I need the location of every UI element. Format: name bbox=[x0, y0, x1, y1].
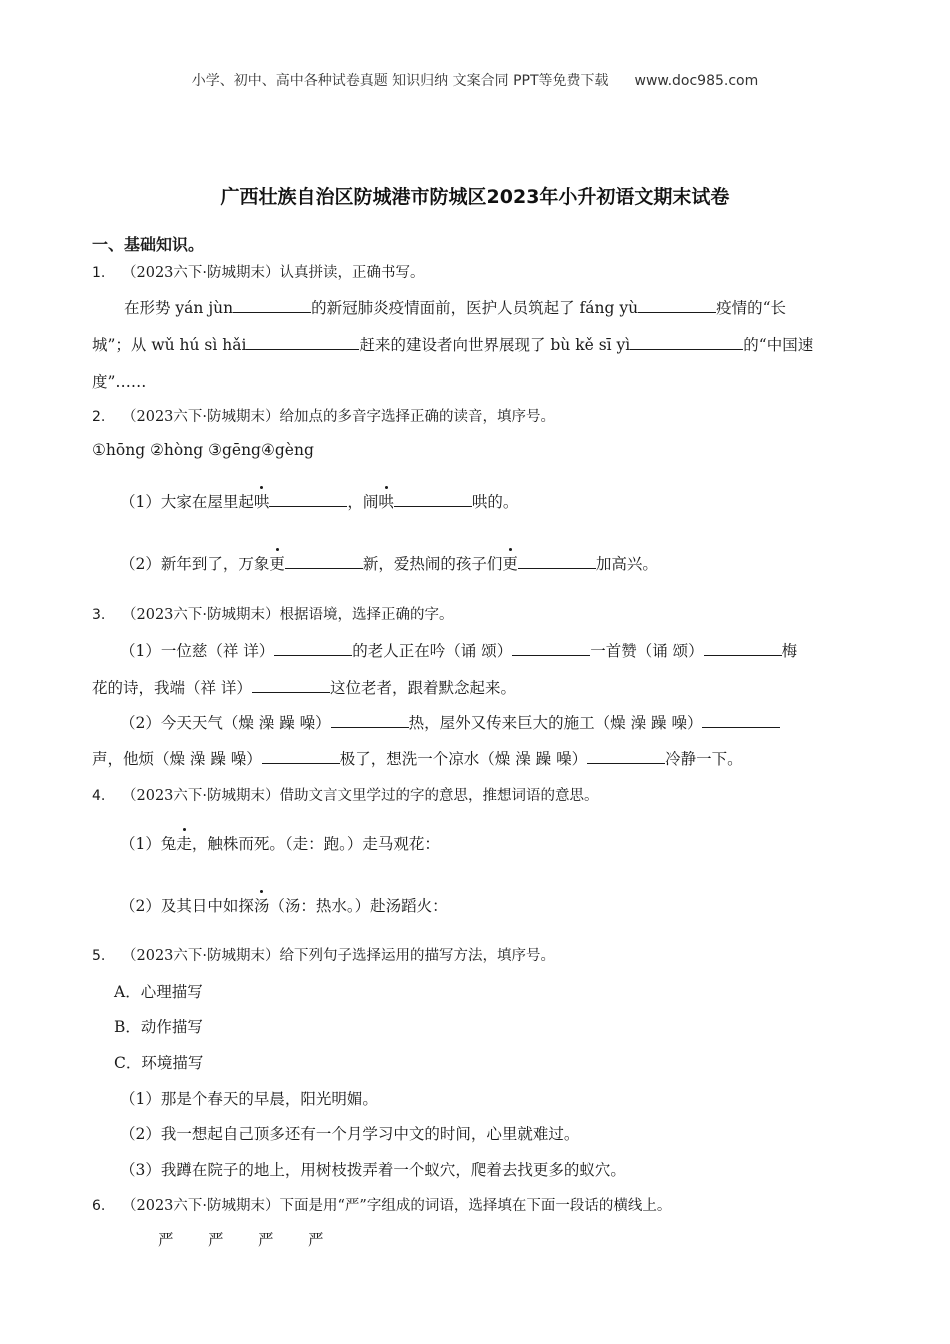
answer-blank[interactable] bbox=[246, 334, 359, 350]
question-4-sentence-2: （2）及其日中如探汤（汤：热水。）赴汤蹈火： bbox=[120, 894, 448, 916]
answer-blank[interactable] bbox=[702, 712, 780, 728]
dotted-character: 汤 bbox=[254, 894, 270, 916]
dotted-character: 走 bbox=[176, 832, 192, 854]
answer-blank[interactable] bbox=[269, 491, 347, 507]
answer-blank[interactable] bbox=[630, 334, 743, 350]
question-5-sentence-2: （2）我一想起自己顶多还有一个月学习中文的时间，心里就难过。 bbox=[120, 1125, 580, 1143]
question-2-stem: 2. （2023六下·防城期末）给加点的多音字选择正确的读音，填序号。 bbox=[92, 409, 556, 425]
question-1-stem: 1. （2023六下·防城期末）认真拼读，正确书写。 bbox=[92, 265, 425, 281]
answer-blank[interactable] bbox=[587, 748, 665, 764]
question-2-sentence-2: （2）新年到了，万象更 新，爱热闹的孩子们更 加高兴。 bbox=[120, 552, 658, 574]
question-5-stem: 5. （2023六下·防城期末）给下列句子选择运用的描写方法，填序号。 bbox=[92, 948, 556, 964]
question-3-p1-line-2: 花的诗，我端（祥 详） 这位老者，跟着默念起来。 bbox=[92, 679, 516, 697]
question-6-word-list bbox=[158, 1228, 358, 1250]
answer-blank[interactable] bbox=[233, 297, 311, 313]
question-number: 4. bbox=[92, 788, 106, 804]
answer-blank[interactable] bbox=[704, 640, 782, 656]
question-4-sentence-1: （1）兔走，触株而死。（走：跑。）走马观花： bbox=[120, 832, 440, 854]
option-b: B．动作描写 bbox=[114, 1018, 203, 1036]
exam-title: 广西壮族自治区防城港市防城区2023年小升初语文期末试卷 bbox=[220, 186, 730, 208]
question-number: 5. bbox=[92, 948, 106, 964]
section-heading: 一、基础知识。 bbox=[92, 235, 205, 254]
word-item: 严 bbox=[308, 1231, 324, 1249]
dotted-character: 哄 bbox=[378, 490, 394, 512]
question-2-sentence-1: （1）大家在屋里起哄 ，闹哄 哄的。 bbox=[120, 490, 518, 512]
question-number: 1. bbox=[92, 265, 106, 281]
word-item: 严 bbox=[158, 1231, 174, 1249]
dotted-character: 更 bbox=[269, 552, 285, 574]
dotted-character: 更 bbox=[502, 552, 518, 574]
question-3-stem: 3. （2023六下·防城期末）根据语境，选择正确的字。 bbox=[92, 607, 454, 623]
question-5-sentence-3: （3）我蹲在院子的地上，用树枝拨弄着一个蚁穴，爬着去找更多的蚁穴。 bbox=[120, 1161, 626, 1179]
word-item: 严 bbox=[208, 1231, 224, 1249]
answer-blank[interactable] bbox=[518, 553, 596, 569]
dotted-character: 哄 bbox=[254, 490, 270, 512]
question-1-line-1: 在形势 yán jùn 的新冠肺炎疫情面前，医护人员筑起了 fáng yù 疫情的“长 bbox=[124, 299, 787, 317]
answer-blank[interactable] bbox=[394, 491, 472, 507]
option-c: C．环境描写 bbox=[114, 1054, 204, 1072]
answer-blank[interactable] bbox=[638, 297, 716, 313]
question-6-stem: 6. （2023六下·防城期末）下面是用“严”字组成的词语，选择填在下面一段话的横线上。 bbox=[92, 1198, 672, 1214]
answer-blank[interactable] bbox=[512, 640, 590, 656]
question-3-p2-line-1: （2）今天天气（燥 澡 躁 噪） 热，屋外又传来巨大的施工（燥 澡 躁 噪） bbox=[120, 711, 780, 733]
question-2-options: ①hōng ②hòng ③gēng④gèng bbox=[92, 441, 314, 459]
question-3-p1-line-1: （1）一位慈（祥 详） 的老人正在吟（诵 颂） 一首赞（诵 颂） 梅 bbox=[120, 642, 798, 660]
page-header bbox=[0, 70, 950, 90]
answer-blank[interactable] bbox=[252, 677, 330, 693]
header-text: 小学、初中、高中各种试卷真题 知识归纳 文案合同 PPT等免费下载 bbox=[191, 73, 609, 89]
question-1-line-3: 度”…… bbox=[92, 373, 147, 391]
header-site: www.doc985.com bbox=[634, 73, 759, 89]
answer-blank[interactable] bbox=[274, 640, 352, 656]
question-1-line-2: 城”；从 wǔ hú sì hǎi 赶来的建设者向世界展现了 bù kě sī yì 的“中国速 bbox=[92, 336, 814, 354]
question-number: 3. bbox=[92, 607, 106, 623]
question-5-sentence-1: （1）那是个春天的早晨，阳光明媚。 bbox=[120, 1090, 378, 1108]
question-3-p2-line-2: 声，他烦（燥 澡 躁 噪） 极了，想洗一个凉水（燥 澡 躁 噪） 冷静一下。 bbox=[92, 750, 743, 768]
answer-blank[interactable] bbox=[262, 748, 340, 764]
word-item: 严 bbox=[258, 1231, 274, 1249]
question-number: 2. bbox=[92, 409, 106, 425]
option-a: A．心理描写 bbox=[114, 983, 203, 1001]
answer-blank[interactable] bbox=[285, 553, 363, 569]
question-4-stem: 4. （2023六下·防城期末）借助文言文里学过的字的意思，推想词语的意思。 bbox=[92, 788, 599, 804]
answer-blank[interactable] bbox=[331, 712, 409, 728]
question-number: 6. bbox=[92, 1198, 106, 1214]
